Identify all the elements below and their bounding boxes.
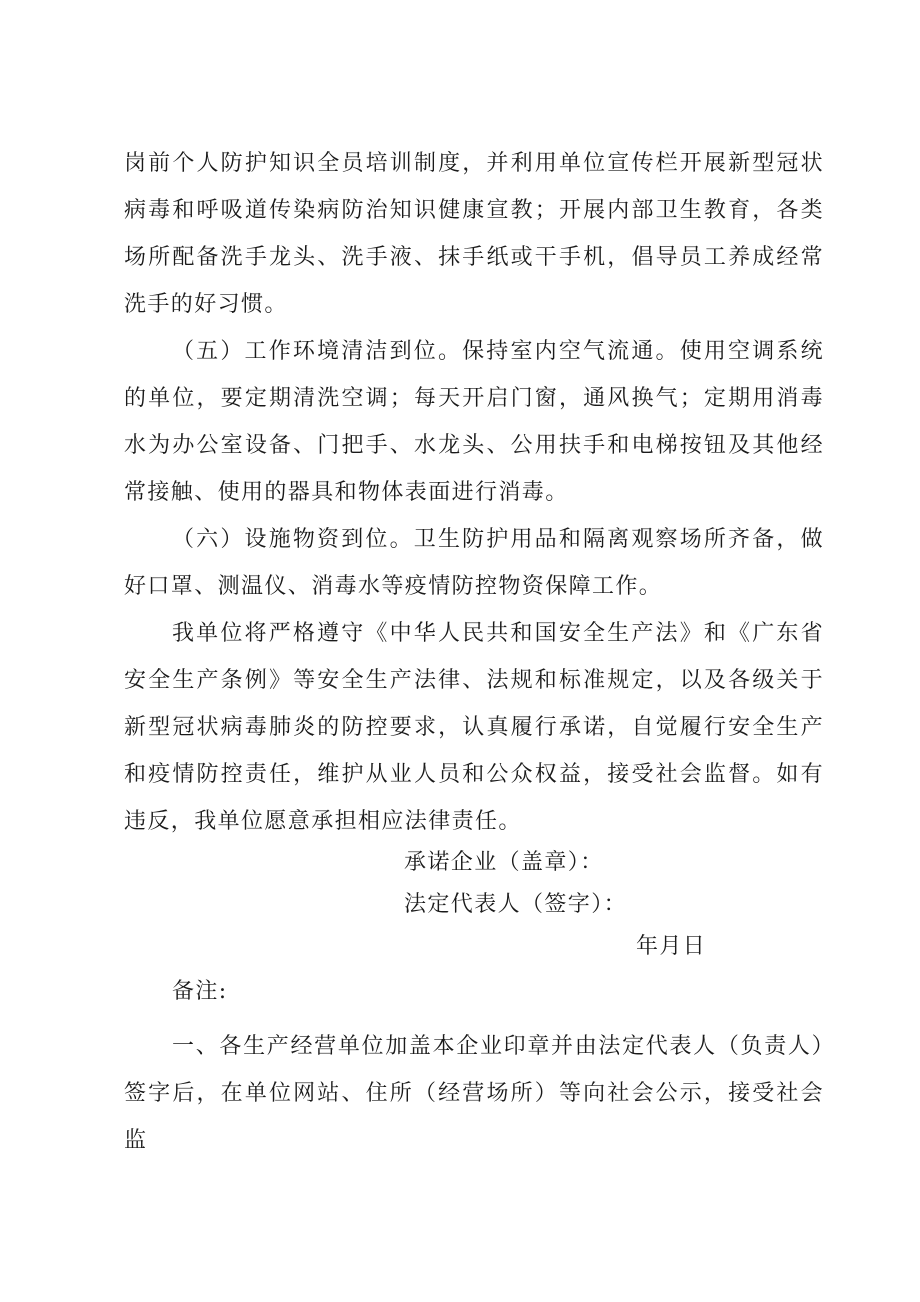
date-line: 年月日 <box>636 934 707 959</box>
note-section <box>124 968 824 1164</box>
paragraph-environment: （五）工作环境清洁到位。保持室内空气流通。使用空调系统的单位，要定期清洗空调；每天开启门窗，通风换气；定期用消毒水为办公室设备、门把手、水龙头、公用扶手和电梯按钮及其他经常接触、使用的器具和物体表面进行消毒。 <box>124 339 824 505</box>
paragraph-commitment: 我单位将严格遵守《中华人民共和国安全生产法》和《广东省安全生产条例》等安全生产法律、法规和标准规定，以及各级关于新型冠状病毒肺炎的防控要求，认真履行承诺，自觉履行安全生产和疫情防控责任，维护从业人员和公众权益，接受社会监督。如有违反，我单位愿意承担相应法律责任。 <box>124 621 824 834</box>
document-body <box>124 140 824 845</box>
note-label: 备注: <box>172 979 228 1004</box>
representative-signature-line: 法定代表人（签字）： <box>404 892 628 917</box>
company-seal-line: 承诺企业（盖章）： <box>404 850 604 875</box>
paragraph-training: 岗前个人防护知识全员培训制度，并利用单位宣传栏开展新型冠状病毒和呼吸道传染病防治知识健康宣教；开展内部卫生教育，各类场所配备洗手龙头、洗手液、抹手纸或干手机，倡导员工养成经常洗手的好习惯。 <box>124 151 824 317</box>
note-item-1: 一、各生产经营单位加盖本企业印章并由法定代表人（负责人）签字后，在单位网站、住所（经营场所）等向社会公示，接受社会监 <box>124 1034 824 1153</box>
paragraph-supplies: （六）设施物资到位。卫生防护用品和隔离观察场所齐备，做好口罩、测温仪、消毒水等疫情防控物资保障工作。 <box>124 527 824 599</box>
